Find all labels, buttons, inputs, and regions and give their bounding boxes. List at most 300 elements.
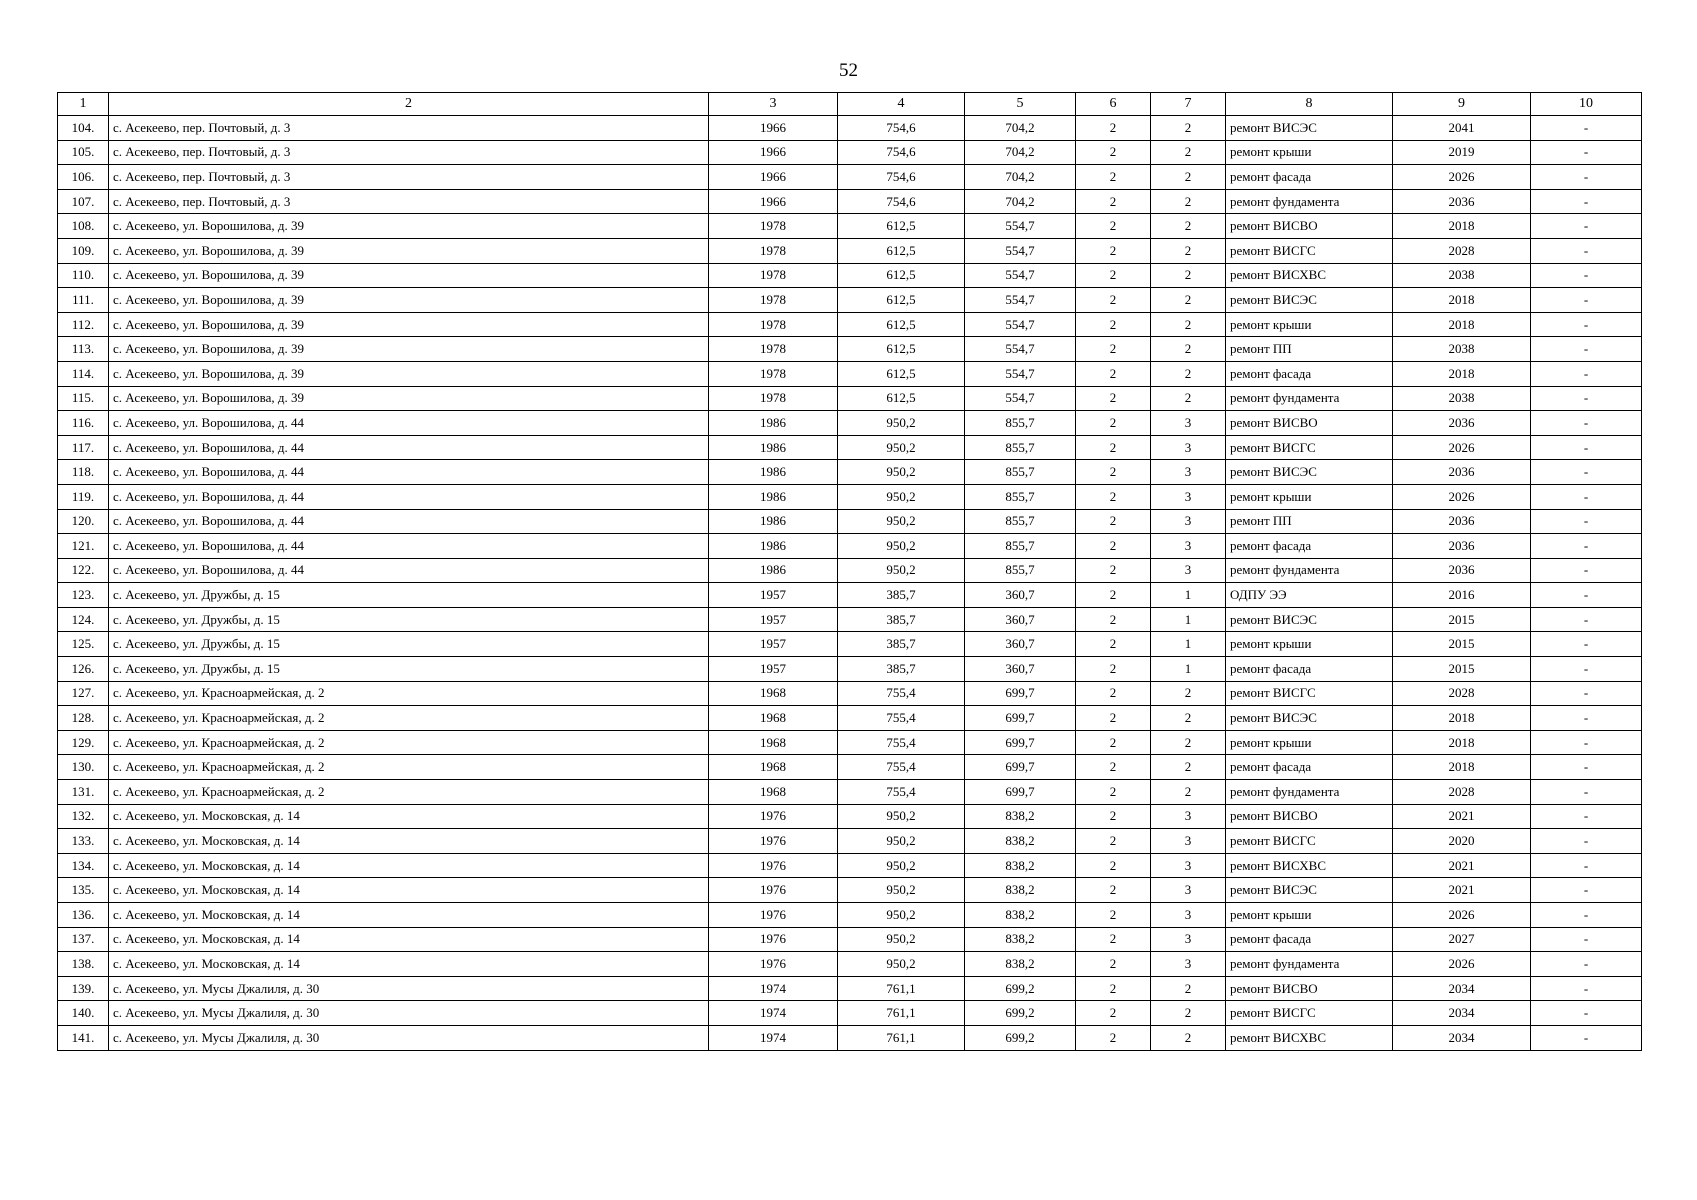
cell-planned-year: 2021 xyxy=(1393,853,1531,878)
cell-year-built: 1976 xyxy=(709,952,838,977)
cell-year-built: 1986 xyxy=(709,411,838,436)
cell-work-type: ремонт фундамента xyxy=(1226,780,1393,805)
table-row xyxy=(58,755,1642,780)
cell-floors: 2 xyxy=(1076,337,1151,362)
cell-entrances: 2 xyxy=(1151,312,1226,337)
cell-floors: 2 xyxy=(1076,509,1151,534)
cell-note: - xyxy=(1531,534,1642,559)
cell-year-built: 1978 xyxy=(709,386,838,411)
cell-year-built: 1957 xyxy=(709,583,838,608)
cell-entrances: 3 xyxy=(1151,903,1226,928)
cell-total-area: 950,2 xyxy=(838,878,965,903)
table-row xyxy=(58,361,1642,386)
cell-floors: 2 xyxy=(1076,116,1151,141)
cell-work-type: ремонт ВИСХВС xyxy=(1226,853,1393,878)
cell-entrances: 3 xyxy=(1151,829,1226,854)
cell-year-built: 1957 xyxy=(709,657,838,682)
cell-entrances: 2 xyxy=(1151,1001,1226,1026)
cell-address: с. Асекеево, ул. Ворошилова, д. 39 xyxy=(109,288,709,313)
cell-work-type: ремонт ВИСГС xyxy=(1226,435,1393,460)
cell-address: с. Асекеево, ул. Московская, д. 14 xyxy=(109,927,709,952)
table-row xyxy=(58,1001,1642,1026)
cell-living-area: 699,2 xyxy=(965,1001,1076,1026)
cell-floors: 2 xyxy=(1076,804,1151,829)
cell-address: с. Асекеево, ул. Дружбы, д. 15 xyxy=(109,583,709,608)
cell-note: - xyxy=(1531,1025,1642,1050)
cell-total-area: 612,5 xyxy=(838,263,965,288)
cell-planned-year: 2041 xyxy=(1393,116,1531,141)
cell-row-number: 140. xyxy=(58,1001,109,1026)
column-header: 1 xyxy=(58,93,109,116)
cell-total-area: 950,2 xyxy=(838,853,965,878)
cell-entrances: 2 xyxy=(1151,116,1226,141)
column-header: 7 xyxy=(1151,93,1226,116)
cell-floors: 2 xyxy=(1076,1025,1151,1050)
table-row xyxy=(58,116,1642,141)
column-header: 9 xyxy=(1393,93,1531,116)
cell-note: - xyxy=(1531,361,1642,386)
cell-address: с. Асекеево, ул. Ворошилова, д. 39 xyxy=(109,263,709,288)
cell-floors: 2 xyxy=(1076,386,1151,411)
cell-planned-year: 2016 xyxy=(1393,583,1531,608)
cell-total-area: 761,1 xyxy=(838,976,965,1001)
cell-planned-year: 2019 xyxy=(1393,140,1531,165)
cell-note: - xyxy=(1531,706,1642,731)
cell-work-type: ремонт фундамента xyxy=(1226,386,1393,411)
table-row xyxy=(58,263,1642,288)
cell-planned-year: 2036 xyxy=(1393,411,1531,436)
table-row xyxy=(58,189,1642,214)
cell-row-number: 112. xyxy=(58,312,109,337)
cell-year-built: 1986 xyxy=(709,558,838,583)
cell-year-built: 1976 xyxy=(709,853,838,878)
cell-work-type: ремонт ВИСЭС xyxy=(1226,878,1393,903)
cell-floors: 2 xyxy=(1076,288,1151,313)
cell-note: - xyxy=(1531,411,1642,436)
cell-note: - xyxy=(1531,583,1642,608)
cell-floors: 2 xyxy=(1076,411,1151,436)
cell-note: - xyxy=(1531,607,1642,632)
cell-floors: 2 xyxy=(1076,706,1151,731)
cell-address: с. Асекеево, ул. Дружбы, д. 15 xyxy=(109,607,709,632)
cell-year-built: 1976 xyxy=(709,878,838,903)
cell-entrances: 3 xyxy=(1151,411,1226,436)
cell-work-type: ремонт крыши xyxy=(1226,312,1393,337)
cell-total-area: 612,5 xyxy=(838,361,965,386)
cell-work-type: ремонт ВИСГС xyxy=(1226,829,1393,854)
cell-living-area: 554,7 xyxy=(965,288,1076,313)
cell-planned-year: 2018 xyxy=(1393,755,1531,780)
cell-address: с. Асекеево, ул. Ворошилова, д. 39 xyxy=(109,214,709,239)
cell-address: с. Асекеево, ул. Ворошилова, д. 44 xyxy=(109,411,709,436)
cell-row-number: 106. xyxy=(58,165,109,190)
cell-living-area: 360,7 xyxy=(965,657,1076,682)
cell-row-number: 130. xyxy=(58,755,109,780)
cell-year-built: 1986 xyxy=(709,484,838,509)
cell-year-built: 1968 xyxy=(709,681,838,706)
cell-work-type: ремонт фасада xyxy=(1226,755,1393,780)
cell-living-area: 855,7 xyxy=(965,558,1076,583)
cell-work-type: ремонт ВИСХВС xyxy=(1226,1025,1393,1050)
table-row xyxy=(58,804,1642,829)
cell-row-number: 110. xyxy=(58,263,109,288)
cell-floors: 2 xyxy=(1076,238,1151,263)
cell-address: с. Асекеево, пер. Почтовый, д. 3 xyxy=(109,165,709,190)
cell-floors: 2 xyxy=(1076,927,1151,952)
cell-floors: 2 xyxy=(1076,853,1151,878)
cell-total-area: 950,2 xyxy=(838,484,965,509)
cell-note: - xyxy=(1531,1001,1642,1026)
cell-note: - xyxy=(1531,903,1642,928)
cell-address: с. Асекеево, ул. Московская, д. 14 xyxy=(109,829,709,854)
cell-entrances: 2 xyxy=(1151,165,1226,190)
cell-work-type: ремонт крыши xyxy=(1226,484,1393,509)
table-row xyxy=(58,657,1642,682)
cell-note: - xyxy=(1531,878,1642,903)
cell-total-area: 950,2 xyxy=(838,534,965,559)
cell-total-area: 755,4 xyxy=(838,706,965,731)
cell-planned-year: 2036 xyxy=(1393,460,1531,485)
cell-row-number: 134. xyxy=(58,853,109,878)
cell-note: - xyxy=(1531,558,1642,583)
cell-planned-year: 2018 xyxy=(1393,361,1531,386)
cell-entrances: 2 xyxy=(1151,361,1226,386)
cell-note: - xyxy=(1531,312,1642,337)
cell-note: - xyxy=(1531,509,1642,534)
cell-living-area: 699,2 xyxy=(965,1025,1076,1050)
cell-note: - xyxy=(1531,952,1642,977)
cell-row-number: 105. xyxy=(58,140,109,165)
cell-floors: 2 xyxy=(1076,730,1151,755)
cell-entrances: 3 xyxy=(1151,460,1226,485)
cell-year-built: 1957 xyxy=(709,632,838,657)
table-row xyxy=(58,214,1642,239)
cell-year-built: 1978 xyxy=(709,312,838,337)
cell-floors: 2 xyxy=(1076,263,1151,288)
cell-living-area: 699,7 xyxy=(965,755,1076,780)
cell-entrances: 2 xyxy=(1151,755,1226,780)
cell-living-area: 554,7 xyxy=(965,214,1076,239)
cell-entrances: 3 xyxy=(1151,952,1226,977)
cell-work-type: ремонт фасада xyxy=(1226,534,1393,559)
cell-address: с. Асекеево, ул. Мусы Джалиля, д. 30 xyxy=(109,1001,709,1026)
cell-row-number: 119. xyxy=(58,484,109,509)
cell-planned-year: 2034 xyxy=(1393,1001,1531,1026)
cell-row-number: 104. xyxy=(58,116,109,141)
cell-living-area: 704,2 xyxy=(965,165,1076,190)
cell-address: с. Асекеево, ул. Ворошилова, д. 44 xyxy=(109,435,709,460)
cell-work-type: ремонт ВИСЭС xyxy=(1226,460,1393,485)
cell-year-built: 1976 xyxy=(709,927,838,952)
cell-work-type: ремонт ВИСВО xyxy=(1226,411,1393,436)
table-body xyxy=(58,93,1642,1051)
cell-total-area: 385,7 xyxy=(838,583,965,608)
cell-entrances: 1 xyxy=(1151,583,1226,608)
cell-year-built: 1966 xyxy=(709,165,838,190)
table-row xyxy=(58,878,1642,903)
cell-planned-year: 2026 xyxy=(1393,484,1531,509)
table-row xyxy=(58,509,1642,534)
cell-planned-year: 2021 xyxy=(1393,804,1531,829)
cell-entrances: 3 xyxy=(1151,534,1226,559)
table-row xyxy=(58,460,1642,485)
cell-total-area: 754,6 xyxy=(838,140,965,165)
column-header: 4 xyxy=(838,93,965,116)
cell-year-built: 1966 xyxy=(709,189,838,214)
column-header: 3 xyxy=(709,93,838,116)
cell-row-number: 138. xyxy=(58,952,109,977)
cell-living-area: 855,7 xyxy=(965,435,1076,460)
cell-planned-year: 2028 xyxy=(1393,681,1531,706)
cell-total-area: 761,1 xyxy=(838,1025,965,1050)
cell-year-built: 1986 xyxy=(709,509,838,534)
table-row xyxy=(58,730,1642,755)
cell-total-area: 950,2 xyxy=(838,927,965,952)
cell-note: - xyxy=(1531,386,1642,411)
cell-row-number: 108. xyxy=(58,214,109,239)
cell-living-area: 704,2 xyxy=(965,140,1076,165)
table-row xyxy=(58,1025,1642,1050)
cell-entrances: 3 xyxy=(1151,484,1226,509)
cell-total-area: 755,4 xyxy=(838,681,965,706)
cell-planned-year: 2015 xyxy=(1393,607,1531,632)
cell-row-number: 109. xyxy=(58,238,109,263)
cell-living-area: 838,2 xyxy=(965,927,1076,952)
cell-living-area: 838,2 xyxy=(965,804,1076,829)
cell-work-type: ремонт ВИСВО xyxy=(1226,804,1393,829)
cell-floors: 2 xyxy=(1076,952,1151,977)
cell-note: - xyxy=(1531,214,1642,239)
table-row xyxy=(58,337,1642,362)
table-row xyxy=(58,607,1642,632)
cell-note: - xyxy=(1531,460,1642,485)
cell-row-number: 135. xyxy=(58,878,109,903)
cell-work-type: ремонт фасада xyxy=(1226,657,1393,682)
cell-total-area: 612,5 xyxy=(838,214,965,239)
cell-address: с. Асекеево, ул. Дружбы, д. 15 xyxy=(109,657,709,682)
cell-year-built: 1978 xyxy=(709,238,838,263)
table-row xyxy=(58,140,1642,165)
cell-total-area: 950,2 xyxy=(838,829,965,854)
cell-planned-year: 2018 xyxy=(1393,214,1531,239)
cell-note: - xyxy=(1531,853,1642,878)
cell-row-number: 141. xyxy=(58,1025,109,1050)
cell-total-area: 950,2 xyxy=(838,558,965,583)
cell-work-type: ремонт ВИСЭС xyxy=(1226,288,1393,313)
cell-entrances: 2 xyxy=(1151,337,1226,362)
cell-year-built: 1978 xyxy=(709,288,838,313)
cell-note: - xyxy=(1531,829,1642,854)
cell-note: - xyxy=(1531,435,1642,460)
cell-row-number: 111. xyxy=(58,288,109,313)
cell-entrances: 2 xyxy=(1151,189,1226,214)
cell-total-area: 950,2 xyxy=(838,435,965,460)
cell-year-built: 1968 xyxy=(709,755,838,780)
cell-year-built: 1986 xyxy=(709,534,838,559)
cell-row-number: 118. xyxy=(58,460,109,485)
cell-work-type: ремонт ВИСВО xyxy=(1226,976,1393,1001)
cell-note: - xyxy=(1531,927,1642,952)
cell-planned-year: 2034 xyxy=(1393,976,1531,1001)
cell-floors: 2 xyxy=(1076,903,1151,928)
cell-planned-year: 2020 xyxy=(1393,829,1531,854)
cell-note: - xyxy=(1531,657,1642,682)
cell-work-type: ремонт ВИСГС xyxy=(1226,238,1393,263)
cell-year-built: 1976 xyxy=(709,804,838,829)
cell-address: с. Асекеево, ул. Красноармейская, д. 2 xyxy=(109,681,709,706)
cell-floors: 2 xyxy=(1076,878,1151,903)
cell-row-number: 121. xyxy=(58,534,109,559)
cell-work-type: ремонт фасада xyxy=(1226,165,1393,190)
cell-note: - xyxy=(1531,337,1642,362)
cell-planned-year: 2028 xyxy=(1393,780,1531,805)
cell-year-built: 1976 xyxy=(709,829,838,854)
column-header: 6 xyxy=(1076,93,1151,116)
cell-planned-year: 2038 xyxy=(1393,386,1531,411)
cell-floors: 2 xyxy=(1076,976,1151,1001)
cell-floors: 2 xyxy=(1076,312,1151,337)
table-row xyxy=(58,706,1642,731)
cell-floors: 2 xyxy=(1076,214,1151,239)
cell-planned-year: 2027 xyxy=(1393,927,1531,952)
cell-living-area: 699,7 xyxy=(965,780,1076,805)
cell-total-area: 385,7 xyxy=(838,657,965,682)
table-row xyxy=(58,288,1642,313)
cell-address: с. Асекеево, ул. Московская, д. 14 xyxy=(109,804,709,829)
cell-entrances: 3 xyxy=(1151,927,1226,952)
cell-note: - xyxy=(1531,165,1642,190)
cell-address: с. Асекеево, ул. Красноармейская, д. 2 xyxy=(109,730,709,755)
repair-schedule-table xyxy=(57,92,1642,1051)
cell-floors: 2 xyxy=(1076,558,1151,583)
column-header: 10 xyxy=(1531,93,1642,116)
cell-address: с. Асекеево, ул. Московская, д. 14 xyxy=(109,853,709,878)
cell-entrances: 2 xyxy=(1151,706,1226,731)
cell-note: - xyxy=(1531,140,1642,165)
cell-living-area: 838,2 xyxy=(965,878,1076,903)
cell-row-number: 116. xyxy=(58,411,109,436)
cell-floors: 2 xyxy=(1076,755,1151,780)
column-number-row xyxy=(58,93,1642,116)
table-row xyxy=(58,484,1642,509)
cell-planned-year: 2036 xyxy=(1393,534,1531,559)
cell-planned-year: 2036 xyxy=(1393,558,1531,583)
cell-year-built: 1978 xyxy=(709,214,838,239)
cell-row-number: 115. xyxy=(58,386,109,411)
cell-entrances: 2 xyxy=(1151,140,1226,165)
cell-address: с. Асекеево, пер. Почтовый, д. 3 xyxy=(109,140,709,165)
cell-work-type: ремонт фундамента xyxy=(1226,558,1393,583)
cell-row-number: 123. xyxy=(58,583,109,608)
cell-living-area: 360,7 xyxy=(965,583,1076,608)
cell-note: - xyxy=(1531,730,1642,755)
cell-floors: 2 xyxy=(1076,583,1151,608)
cell-total-area: 612,5 xyxy=(838,386,965,411)
table-row xyxy=(58,583,1642,608)
cell-row-number: 120. xyxy=(58,509,109,534)
cell-work-type: ОДПУ ЭЭ xyxy=(1226,583,1393,608)
cell-work-type: ремонт ВИСГС xyxy=(1226,1001,1393,1026)
cell-work-type: ремонт крыши xyxy=(1226,903,1393,928)
cell-total-area: 754,6 xyxy=(838,116,965,141)
cell-note: - xyxy=(1531,681,1642,706)
cell-floors: 2 xyxy=(1076,607,1151,632)
cell-planned-year: 2018 xyxy=(1393,312,1531,337)
cell-entrances: 1 xyxy=(1151,657,1226,682)
cell-entrances: 2 xyxy=(1151,730,1226,755)
cell-entrances: 2 xyxy=(1151,1025,1226,1050)
cell-total-area: 385,7 xyxy=(838,632,965,657)
cell-living-area: 554,7 xyxy=(965,386,1076,411)
table-row xyxy=(58,903,1642,928)
cell-entrances: 3 xyxy=(1151,509,1226,534)
cell-living-area: 699,2 xyxy=(965,976,1076,1001)
cell-living-area: 699,7 xyxy=(965,681,1076,706)
cell-row-number: 107. xyxy=(58,189,109,214)
table-row xyxy=(58,238,1642,263)
table-row xyxy=(58,927,1642,952)
cell-address: с. Асекеево, ул. Красноармейская, д. 2 xyxy=(109,706,709,731)
table-row xyxy=(58,681,1642,706)
cell-floors: 2 xyxy=(1076,632,1151,657)
cell-planned-year: 2026 xyxy=(1393,435,1531,460)
cell-floors: 2 xyxy=(1076,534,1151,559)
cell-total-area: 755,4 xyxy=(838,780,965,805)
cell-living-area: 699,7 xyxy=(965,730,1076,755)
table-row xyxy=(58,165,1642,190)
cell-total-area: 754,6 xyxy=(838,189,965,214)
cell-total-area: 385,7 xyxy=(838,607,965,632)
cell-living-area: 554,7 xyxy=(965,361,1076,386)
cell-work-type: ремонт ВИСЭС xyxy=(1226,706,1393,731)
cell-row-number: 126. xyxy=(58,657,109,682)
cell-address: с. Асекеево, ул. Московская, д. 14 xyxy=(109,903,709,928)
cell-work-type: ремонт ПП xyxy=(1226,509,1393,534)
cell-living-area: 855,7 xyxy=(965,411,1076,436)
cell-living-area: 554,7 xyxy=(965,238,1076,263)
cell-floors: 2 xyxy=(1076,189,1151,214)
cell-planned-year: 2021 xyxy=(1393,878,1531,903)
column-header: 5 xyxy=(965,93,1076,116)
cell-planned-year: 2028 xyxy=(1393,238,1531,263)
cell-floors: 2 xyxy=(1076,780,1151,805)
table-row xyxy=(58,853,1642,878)
cell-entrances: 1 xyxy=(1151,632,1226,657)
cell-entrances: 2 xyxy=(1151,288,1226,313)
cell-living-area: 838,2 xyxy=(965,853,1076,878)
cell-note: - xyxy=(1531,263,1642,288)
cell-work-type: ремонт крыши xyxy=(1226,730,1393,755)
cell-address: с. Асекеево, ул. Мусы Джалиля, д. 30 xyxy=(109,976,709,1001)
cell-address: с. Асекеево, ул. Дружбы, д. 15 xyxy=(109,632,709,657)
cell-note: - xyxy=(1531,976,1642,1001)
cell-year-built: 1966 xyxy=(709,140,838,165)
cell-row-number: 137. xyxy=(58,927,109,952)
cell-address: с. Асекеево, ул. Ворошилова, д. 39 xyxy=(109,238,709,263)
table-row xyxy=(58,952,1642,977)
cell-entrances: 3 xyxy=(1151,558,1226,583)
cell-entrances: 3 xyxy=(1151,878,1226,903)
cell-note: - xyxy=(1531,484,1642,509)
cell-row-number: 129. xyxy=(58,730,109,755)
cell-planned-year: 2018 xyxy=(1393,288,1531,313)
cell-year-built: 1978 xyxy=(709,361,838,386)
cell-year-built: 1974 xyxy=(709,1001,838,1026)
cell-address: с. Асекеево, ул. Ворошилова, д. 39 xyxy=(109,337,709,362)
cell-note: - xyxy=(1531,780,1642,805)
cell-row-number: 113. xyxy=(58,337,109,362)
cell-living-area: 704,2 xyxy=(965,116,1076,141)
